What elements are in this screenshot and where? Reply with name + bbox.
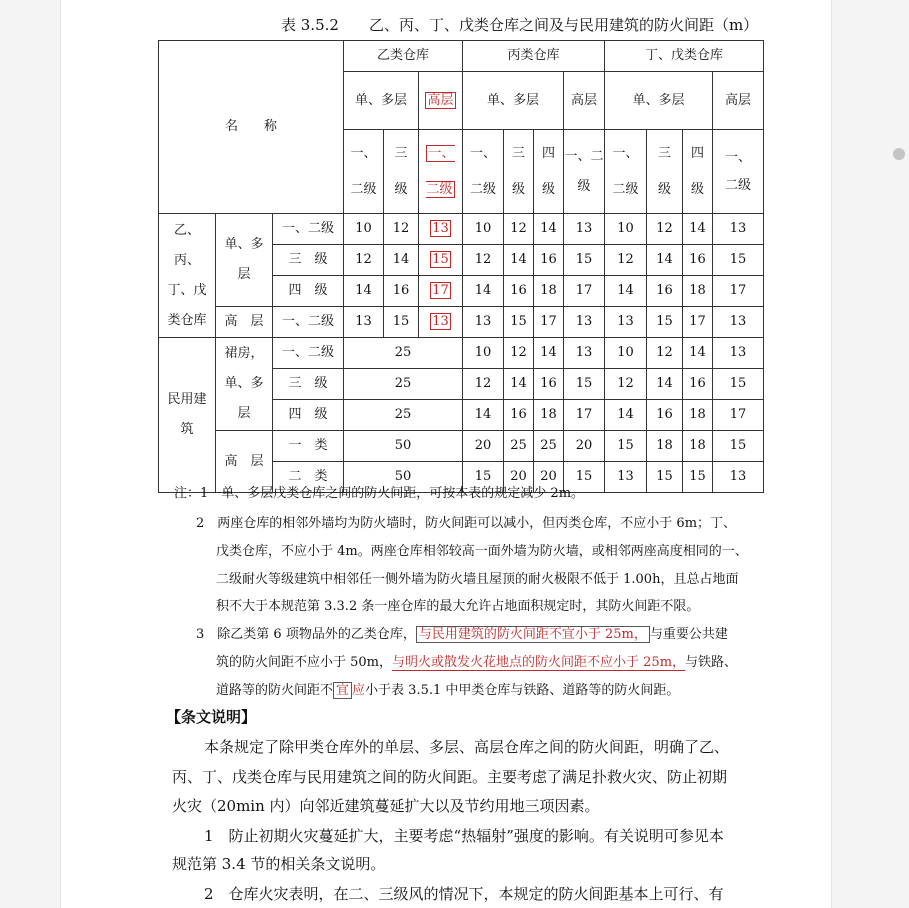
distance-value: 17	[564, 276, 605, 307]
distance-value: 13	[713, 307, 764, 338]
distance-value: 14	[605, 400, 647, 431]
inserted-word: 应	[352, 683, 366, 698]
distance-value: 10	[605, 338, 647, 369]
row-subgroup-label: 单、多层	[216, 214, 273, 307]
grade-header	[419, 130, 463, 214]
row-grade: 一 类	[273, 431, 344, 462]
table-caption: 乙、丙、丁、戊类仓库之间及与民用建筑的防火间距（m）	[368, 16, 759, 34]
distance-value: 15	[713, 369, 764, 400]
distance-value: 18	[534, 400, 564, 431]
distance-value	[419, 307, 463, 338]
distance-value: 15	[384, 307, 419, 338]
distance-value	[419, 214, 463, 245]
distance-value: 16	[534, 245, 564, 276]
distance-value: 17	[713, 400, 764, 431]
fire-distance-table	[158, 40, 764, 493]
distance-value: 14	[384, 245, 419, 276]
distance-value: 20	[504, 462, 534, 493]
distance-value: 16	[647, 400, 683, 431]
distance-value: 13	[344, 307, 384, 338]
distance-value: 13	[463, 307, 504, 338]
group-header: 丙类仓库	[463, 41, 605, 72]
distance-value: 20	[463, 431, 504, 462]
distance-value: 20	[564, 431, 605, 462]
distance-value: 10	[463, 338, 504, 369]
distance-value: 13	[713, 462, 764, 493]
distance-value: 12	[344, 245, 384, 276]
merged-value: 25	[344, 369, 463, 400]
distance-value: 10	[463, 214, 504, 245]
distance-value: 16	[683, 369, 713, 400]
table-row	[159, 431, 764, 462]
note-3-line-2	[216, 651, 737, 670]
distance-value: 14	[647, 369, 683, 400]
subgroup-header: 高层	[564, 72, 605, 130]
distance-value: 12	[605, 245, 647, 276]
row-grade: 二 类	[273, 462, 344, 493]
note-3-line-3	[216, 679, 679, 698]
row-group-label: 乙、丙、丁、戊类仓库	[159, 214, 216, 338]
highlighted-value: 13	[432, 314, 449, 329]
distance-value: 25	[534, 431, 564, 462]
explanation-line: 丙、丁、戊类仓库与民用建筑之间的防火间距。主要考虑了满足扑救火灾、防止初期	[172, 768, 728, 786]
distance-value: 14	[463, 276, 504, 307]
distance-value: 15	[564, 245, 605, 276]
distance-value: 12	[384, 214, 419, 245]
note-2-text: 两座仓库的相邻外墙均为防火墙时，防火间距可以减小，但丙类仓库，不应小于 6m；丁、	[217, 516, 737, 531]
grade-header: 一、二级	[564, 130, 605, 214]
distance-value: 14	[605, 276, 647, 307]
note-1	[174, 482, 584, 501]
distance-value: 14	[344, 276, 384, 307]
distance-value: 13	[564, 214, 605, 245]
explanation-line: 规范第 3.4 节的相关条文说明。	[172, 855, 386, 873]
distance-value: 17	[683, 307, 713, 338]
note-2-line-3: 二级耐火等级建筑中相邻任一侧外墙为防火墙且屋顶的耐火极限不低于 1.00h，且总占地面	[216, 572, 739, 587]
distance-value: 18	[683, 400, 713, 431]
distance-value: 18	[534, 276, 564, 307]
note-3-text: 小于表 3.5.1 中甲类仓库与铁路、道路等的防火间距。	[365, 683, 680, 698]
distance-value: 18	[683, 431, 713, 462]
distance-value: 18	[683, 276, 713, 307]
row-subgroup-label: 裙房，单、多层	[216, 338, 273, 431]
table-title	[221, 14, 821, 35]
grade-header: 四级	[683, 130, 713, 214]
distance-value: 16	[534, 369, 564, 400]
subgroup-header: 单、多层	[463, 72, 564, 130]
note-3-number: 3	[196, 627, 205, 642]
distance-value: 15	[463, 462, 504, 493]
grade-header: 一、二级	[605, 130, 647, 214]
note-3-text: 筑的防火间距不应小于 50m，	[216, 655, 393, 670]
highlighted-value: 15	[432, 252, 449, 267]
grade-header: 三级	[504, 130, 534, 214]
distance-value	[419, 245, 463, 276]
grade-header: 三级	[384, 130, 419, 214]
explanation-heading: 【条文说明】	[166, 708, 257, 726]
note-prefix: 注：1	[174, 486, 209, 501]
note-2-line-2: 戊类仓库，不应小于 4m。两座仓库相邻较高一面外墙为防火墙，或相邻两座高度相同的一、	[216, 544, 748, 559]
row-grade: 三 级	[273, 245, 344, 276]
distance-value	[419, 276, 463, 307]
row-subgroup-label: 高 层	[216, 431, 273, 493]
table-number: 表 3.5.2	[281, 16, 339, 34]
subgroup-header: 单、多层	[344, 72, 419, 130]
merged-value: 25	[344, 400, 463, 431]
distance-value: 14	[534, 214, 564, 245]
distance-value: 10	[344, 214, 384, 245]
row-subgroup-label: 高 层	[216, 307, 273, 338]
distance-value: 16	[683, 245, 713, 276]
distance-value: 16	[384, 276, 419, 307]
distance-value: 12	[463, 245, 504, 276]
note-3-text: 与铁路、	[685, 655, 738, 670]
highlighted-value: 17	[432, 283, 449, 298]
distance-value: 13	[564, 307, 605, 338]
distance-value: 14	[683, 338, 713, 369]
note-2-line-4: 积不大于本规范第 3.3.2 条一座仓库的最大允许占地面积规定时，其防火间距不限。	[216, 599, 700, 614]
merged-value: 50	[344, 431, 463, 462]
explanation-line: 火灾（20min 内）向邻近建筑蔓延扩大以及节约用地三项因素。	[172, 797, 600, 815]
distance-value: 14	[504, 369, 534, 400]
distance-value: 12	[504, 338, 534, 369]
distance-value: 13	[713, 214, 764, 245]
highlighted-value: 高层	[427, 92, 454, 108]
distance-value: 15	[647, 307, 683, 338]
explanation-line: 1 防止初期火灾蔓延扩大，主要考虑“热辐射”强度的影响。有关说明可参见本	[204, 827, 724, 845]
distance-value: 16	[504, 276, 534, 307]
distance-value: 15	[564, 462, 605, 493]
merged-value: 25	[344, 338, 463, 369]
distance-value: 13	[564, 338, 605, 369]
table-row	[159, 214, 764, 245]
subgroup-header: 单、多层	[605, 72, 713, 130]
note-3-text: 道路等的防火间距不	[216, 683, 334, 698]
grade-header: 一、二级	[713, 130, 764, 214]
merged-value: 50	[344, 462, 463, 493]
row-grade: 四 级	[273, 276, 344, 307]
row-grade: 一、二级	[273, 307, 344, 338]
grade-header: 一、二级	[463, 130, 504, 214]
distance-value: 16	[647, 276, 683, 307]
highlighted-phrase-boxed: 与民用建筑的防火间距不宜小于 25m，	[416, 626, 650, 643]
distance-value: 10	[605, 214, 647, 245]
distance-value: 12	[605, 369, 647, 400]
distance-value: 15	[605, 431, 647, 462]
note-2-line-1	[196, 512, 736, 531]
scrollbar-thumb[interactable]	[893, 148, 905, 160]
struck-word: 宜	[333, 682, 352, 699]
explanation-line: 本条规定了除甲类仓库外的单层、多层、高层仓库之间的防火间距，明确了乙、	[204, 738, 730, 756]
grade-header: 四级	[534, 130, 564, 214]
distance-value: 14	[647, 245, 683, 276]
grade-header: 一、二级	[344, 130, 384, 214]
distance-value: 15	[504, 307, 534, 338]
row-grade: 三 级	[273, 369, 344, 400]
distance-value: 14	[504, 245, 534, 276]
subgroup-header: 高层	[713, 72, 764, 130]
table-row	[159, 307, 764, 338]
distance-value: 15	[647, 462, 683, 493]
group-header: 丁、戊类仓库	[605, 41, 764, 72]
row-grade: 四 级	[273, 400, 344, 431]
distance-value: 20	[534, 462, 564, 493]
subgroup-header	[419, 72, 463, 130]
row-grade: 一、二级	[273, 338, 344, 369]
group-header: 乙类仓库	[344, 41, 463, 72]
distance-value: 17	[713, 276, 764, 307]
distance-value: 12	[647, 338, 683, 369]
table-row	[159, 338, 764, 369]
distance-value: 15	[713, 245, 764, 276]
distance-value: 16	[504, 400, 534, 431]
name-header: 名 称	[159, 41, 344, 214]
distance-value: 17	[534, 307, 564, 338]
distance-value: 13	[713, 338, 764, 369]
row-grade: 一、二级	[273, 214, 344, 245]
note-1-text: 单、多层戊类仓库之间的防火间距，可按本表的规定减少 2m。	[221, 486, 585, 501]
explanation-line: 2 仓库火灾表明，在二、三级风的情况下，本规定的防火间距基本上可行、有	[204, 885, 724, 903]
distance-value: 15	[564, 369, 605, 400]
distance-value: 18	[647, 431, 683, 462]
note-2-number: 2	[196, 516, 205, 531]
distance-value: 25	[504, 431, 534, 462]
distance-value: 17	[564, 400, 605, 431]
highlighted-value: 一、二级	[426, 145, 455, 197]
highlighted-value: 13	[432, 221, 449, 236]
distance-value: 13	[605, 307, 647, 338]
distance-value: 15	[713, 431, 764, 462]
highlighted-phrase-underlined: 与明火或散发火花地点的防火间距不应小于 25m，	[392, 655, 686, 670]
distance-value: 12	[463, 369, 504, 400]
distance-value: 14	[683, 214, 713, 245]
distance-value: 15	[683, 462, 713, 493]
distance-value: 13	[605, 462, 647, 493]
note-3-text: 除乙类第 6 项物品外的乙类仓库，	[217, 627, 416, 642]
distance-value: 12	[504, 214, 534, 245]
distance-value: 14	[463, 400, 504, 431]
distance-value: 12	[647, 214, 683, 245]
note-3-line-1	[196, 623, 728, 642]
distance-value: 14	[534, 338, 564, 369]
row-group-label: 民用建筑	[159, 338, 216, 493]
grade-header: 三级	[647, 130, 683, 214]
note-3-text: 与重要公共建	[649, 627, 728, 642]
